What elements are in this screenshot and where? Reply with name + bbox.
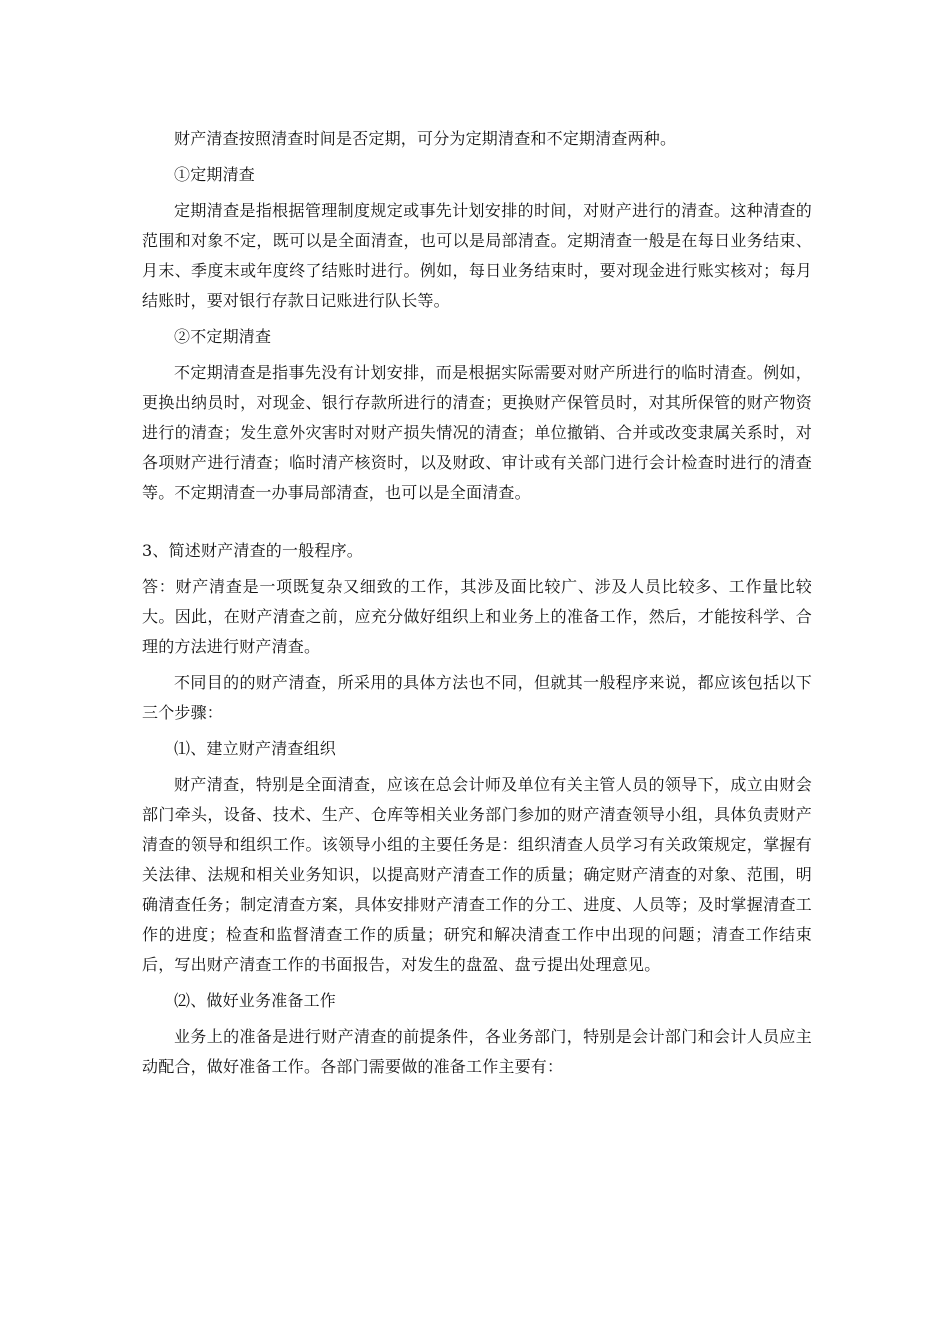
paragraph-step-2: 业务上的准备是进行财产清查的前提条件，各业务部门，特别是会计部门和会计人员应主动配合，做好准备工作。各部门需要做的准备工作主要有： (142, 1027, 812, 1076)
step-heading-2: ⑵、做好业务准备工作 (174, 991, 337, 1010)
paragraph-three-steps: 不同目的的财产清查，所采用的具体方法也不同，但就其一般程序来说，都应该包括以下三个步骤： (142, 673, 812, 722)
step-heading-1: ⑴、建立财产清查组织 (174, 739, 337, 758)
paragraph-classification-intro: 财产清查按照清查时间是否定期，可分为定期清查和不定期清查两种。 (174, 129, 677, 148)
document-page (142, 124, 812, 1088)
question-heading-3: 3、简述财产清查的一般程序。 (142, 541, 363, 560)
paragraph-step-1: 财产清查，特别是全面清查，应该在总会计师及单位有关主管人员的领导下，成立由财会部门牵头，设备、技术、生产、仓库等相关业务部门参加的财产清查领导小组，具体负责财产清查的领导和组织工作。该领导小组的主要任务是：组织清查人员学习有关政策规定，掌握有关法律、法规和相关业务知识，以提高财产清查工作的质量；确定财产清查的对象、范围，明确清查任务；制定清查方案，具体安排财产清查工作的分工、进度、人员等；及时掌握清查工作的进度；检查和监督清查工作的质量；研究和解决清查工作中出现的问题；清查工作结束后，写出财产清查工作的书面报告，对发生的盘盈、盘亏提出处理意见。 (142, 775, 812, 974)
subheading-irregular-check: ②不定期清查 (174, 327, 272, 346)
paragraph-irregular-check: 不定期清查是指事先没有计划安排，而是根据实际需要对财产所进行的临时清查。例如，更换出纳员时，对现金、银行存款所进行的清查；更换财产保管员时，对其所保管的财产物资进行的清查；发生意外灾害时对财产损失情况的清查；单位撤销、合并或改变隶属关系时，对各项财产进行清查；临时清产核资时，以及财政、审计或有关部门进行会计检查时进行的清查等。不定期清查一办事局部清查，也可以是全面清查。 (142, 363, 812, 502)
answer-paragraph: 答：财产清查是一项既复杂又细致的工作，其涉及面比较广、涉及人员比较多、工作量比较大。因此，在财产清查之前，应充分做好组织上和业务上的准备工作，然后，才能按科学、合理的方法进行财产清查。 (142, 577, 812, 656)
subheading-periodic-check: ①定期清查 (174, 165, 256, 184)
paragraph-periodic-check: 定期清查是指根据管理制度规定或事先计划安排的时间，对财产进行的清查。这种清查的范围和对象不定，既可以是全面清查，也可以是局部清查。定期清查一般是在每日业务结束、月末、季度末或年度终了结账时进行。例如，每日业务结束时，要对现金进行账实核对；每月结账时，要对银行存款日记账进行队长等。 (142, 201, 812, 310)
